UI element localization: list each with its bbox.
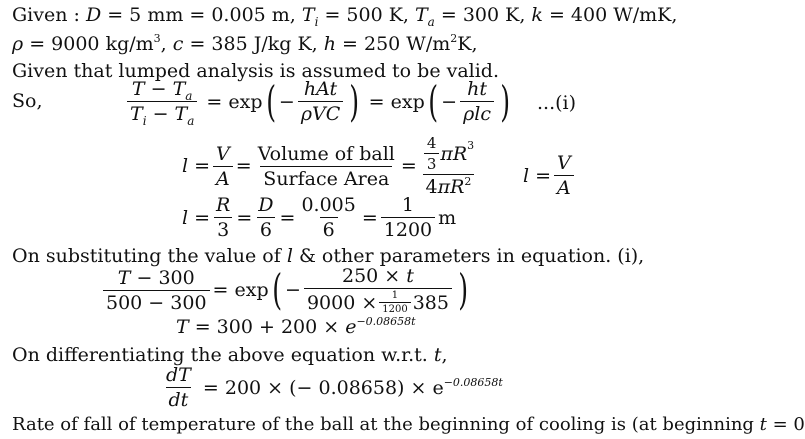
given-line-1: Given : D = 5 mm = 0.005 m, $T_i = 500$ K, $T_a = 300$ K, k = 400 W/mK,: [12, 4, 678, 29]
derivative-equation: $\frac{dT}{dt}$ = 200 × (− $0.08658) \times e^{-0.08658t}$: [166, 364, 503, 411]
t-minus-300: T − 300: [117, 266, 195, 289]
rate-statement: Rate of fall of temperature of the ball at the beginning of cooling is (at beginning t = 0: [12, 414, 805, 435]
substituted-equation: $\frac{T - 300}{500 - 300}$ = exp ( − 250 × t 9000 × $\frac{1}{1200}$ 385 ): [100, 265, 471, 315]
unit-m: m: [438, 206, 457, 229]
differentiating-text: On differentiating the above equation w.r.t. t,: [12, 344, 448, 366]
so-label: So,: [12, 90, 43, 112]
temperature-ratio: $\frac{T - T_a}{T_i - T_a}$: [127, 78, 197, 125]
surface-label: Surface Area: [260, 166, 392, 190]
given-line-2: ρ = 9000 $kg/m^3$, c = 385 J/kg K, h = 250 $W/m^2K$,: [12, 32, 478, 55]
lumped-statement: Given that lumped analysis is assumed to be valid.: [12, 60, 500, 82]
hAt-fraction: $\frac{\text{hAt}}{\text{ρVC}}$: [298, 78, 343, 125]
characteristic-length-eq: l = $\frac{V}{A}$ = $\frac{\text{Volume of ball}}{\text{Surface Area}}$ = $\frac{4}{3}$ πR 3 $4\pi R^2$: [182, 134, 475, 198]
ht-fraction: $\frac{ht}{\text{ρlc}}$: [460, 78, 494, 125]
l-value-eq: l = $\frac{R}{3}$ = $\frac{D}{6}$ = $\frac{0.005}{6}$ = $\frac{1}{1200}$ m: [182, 194, 457, 241]
equation-i: $\frac{T - T_a}{T_i - T_a}$ = exp ( − $\frac{\text{hAt}}{\text{ρVC}}$ ) = exp ( − $\frac{ht}{\text{ρlc}}$ ): [124, 78, 513, 125]
equation-label: ...(i): [537, 92, 577, 114]
substituting-text: On substituting the value of l & other parameters in equation. (i),: [12, 245, 645, 267]
volume-label: Volume of ball: [257, 142, 395, 165]
temperature-expression: $T = 300 + 200 \times e^{-0.08658t}$: [176, 315, 416, 338]
l-equals-v-over-a: l = $\frac{V}{A}$: [523, 152, 577, 199]
